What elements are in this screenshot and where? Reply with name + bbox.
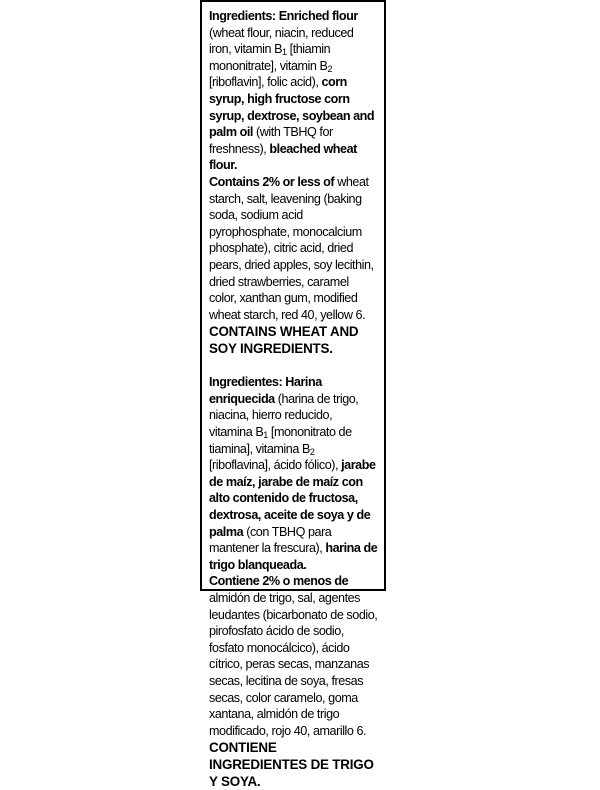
english-text-part2: [thiamin mononitrate], vitamin B bbox=[209, 42, 331, 73]
spanish-contains-text: almidón de trigo, sal, agentes leudantes (bicarbonato de sodio, pirofosfato ácido de sodio, fosfato monocálcico), ácido cítrico, peras secas, manzanas secas, lecitina de soya, fresas secas, color caramelo, goma xantana, almidón de trigo modificado, rojo 40, amarillo 6. bbox=[209, 591, 378, 738]
spanish-b1-subscript: 1 bbox=[263, 430, 268, 441]
english-b2-subscript: 2 bbox=[327, 63, 333, 74]
spanish-ingredients-section bbox=[209, 374, 378, 790]
spanish-allergen-statement: CONTIENE INGREDIENTES DE TRIGO Y SOYA. bbox=[209, 740, 374, 790]
spanish-text-part1: (harina de trigo, niacina, hierro reducido, vitamina B bbox=[209, 391, 359, 440]
spanish-bold-sweeteners-oils: jarabe de maíz, jarabe de maíz con alto contenido de fructosa, dextrosa, aceite de soya y de palma bbox=[209, 458, 376, 539]
english-allergen-statement: CONTAINS WHEAT AND SOY INGREDIENTS. bbox=[209, 324, 359, 357]
spanish-text-part3: [riboflavina], ácido fólico), bbox=[209, 458, 342, 473]
spanish-contains-heading: Contiene 2% o menos de bbox=[209, 574, 349, 589]
ingredients-label-panel bbox=[200, 0, 386, 790]
english-ingredients-paragraph bbox=[209, 8, 378, 174]
english-contains-paragraph bbox=[209, 174, 378, 323]
english-bold-bleached-flour: bleached wheat flour. bbox=[209, 141, 357, 173]
english-ingredients-heading: Ingredients: Enriched flour bbox=[209, 9, 358, 23]
english-text-part3: [riboflavin], folic acid), bbox=[209, 75, 322, 90]
spanish-text-part2: [mononitrato de tiamina], vitamina B bbox=[209, 425, 352, 456]
spanish-bold-bleached-flour: harina de trigo blanqueada. bbox=[209, 541, 378, 572]
english-contains-heading: Contains 2% or less of bbox=[209, 174, 335, 189]
spanish-contains-paragraph bbox=[209, 573, 378, 739]
spanish-ingredients-heading: Ingredientes: Harina enriquecida bbox=[209, 375, 322, 406]
english-text-part1: (wheat flour, niacin, reduced iron, vitamin B bbox=[209, 25, 354, 57]
english-ingredients-section bbox=[209, 8, 378, 357]
spanish-ingredients-paragraph bbox=[209, 374, 378, 573]
section-spacer bbox=[209, 357, 378, 374]
english-contains-text: wheat starch, salt, leavening (baking soda, sodium acid pyrophosphate, monocalcium phosphate), citric acid, dried pears, dried apples, soy lecithin, dried strawberries, caramel color, xanthan gum, modified wheat starch, red 40, yellow 6. bbox=[209, 174, 374, 322]
english-b1-subscript: 1 bbox=[282, 47, 287, 58]
english-bold-sweeteners-oils: corn syrup, high fructose corn syrup, dextrose, soybean and palm oil bbox=[209, 75, 375, 140]
spanish-b2-subscript: 2 bbox=[309, 446, 315, 457]
spanish-text-part4: (con TBHQ para mantener la frescura), bbox=[209, 524, 332, 556]
english-text-part4: (with TBHQ for freshness), bbox=[209, 125, 333, 156]
